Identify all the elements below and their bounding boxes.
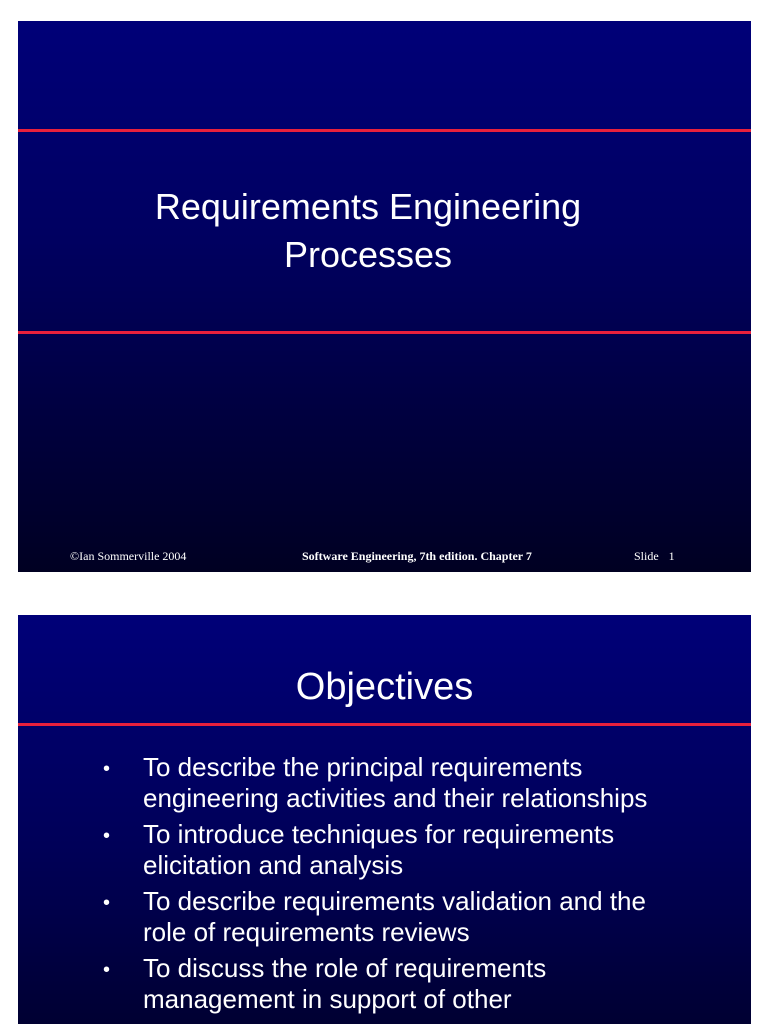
list-item-line: elicitation and analysis	[143, 850, 404, 880]
list-item-text	[143, 752, 723, 814]
footer-slide-number	[634, 549, 675, 563]
objectives-list	[18, 752, 751, 1020]
list-item	[18, 886, 751, 948]
slide-2	[18, 615, 751, 1024]
list-item-text	[143, 819, 723, 881]
bullet-icon: •	[103, 892, 111, 914]
list-item-text	[143, 886, 723, 948]
bullet-icon: •	[103, 825, 111, 847]
list-item	[18, 953, 751, 1015]
list-item-line: management in support of other	[143, 984, 512, 1014]
list-item-line: To discuss the role of requirements	[143, 953, 547, 983]
footer-copyright: ©Ian Sommerville 2004	[70, 549, 187, 563]
slide-1	[18, 21, 751, 572]
bullet-icon: •	[103, 758, 111, 780]
list-item-line: To describe requirements validation and the	[143, 886, 646, 916]
list-item-line: To describe the principal requirements	[143, 752, 583, 782]
title-divider-line	[18, 723, 751, 726]
list-item	[18, 752, 751, 814]
slide-label: Slide	[634, 549, 659, 563]
bottom-divider-line	[18, 331, 751, 334]
footer-book-title: Software Engineering, 7th edition. Chapter 7	[302, 549, 532, 563]
slide-number: 1	[668, 549, 675, 563]
bullet-icon: •	[103, 959, 111, 981]
slide-title-line-2: Processes	[283, 234, 453, 275]
list-item	[18, 819, 751, 881]
list-item-line: role of requirements reviews	[143, 917, 470, 947]
slide-title: Objectives	[295, 666, 474, 708]
list-item-line: engineering activities and their relationships	[143, 783, 648, 813]
slide-title-line-1: Requirements Engineering	[154, 186, 582, 227]
top-divider-line	[18, 129, 751, 132]
list-item-line: To introduce techniques for requirements	[143, 819, 615, 849]
list-item-text	[143, 953, 723, 1015]
